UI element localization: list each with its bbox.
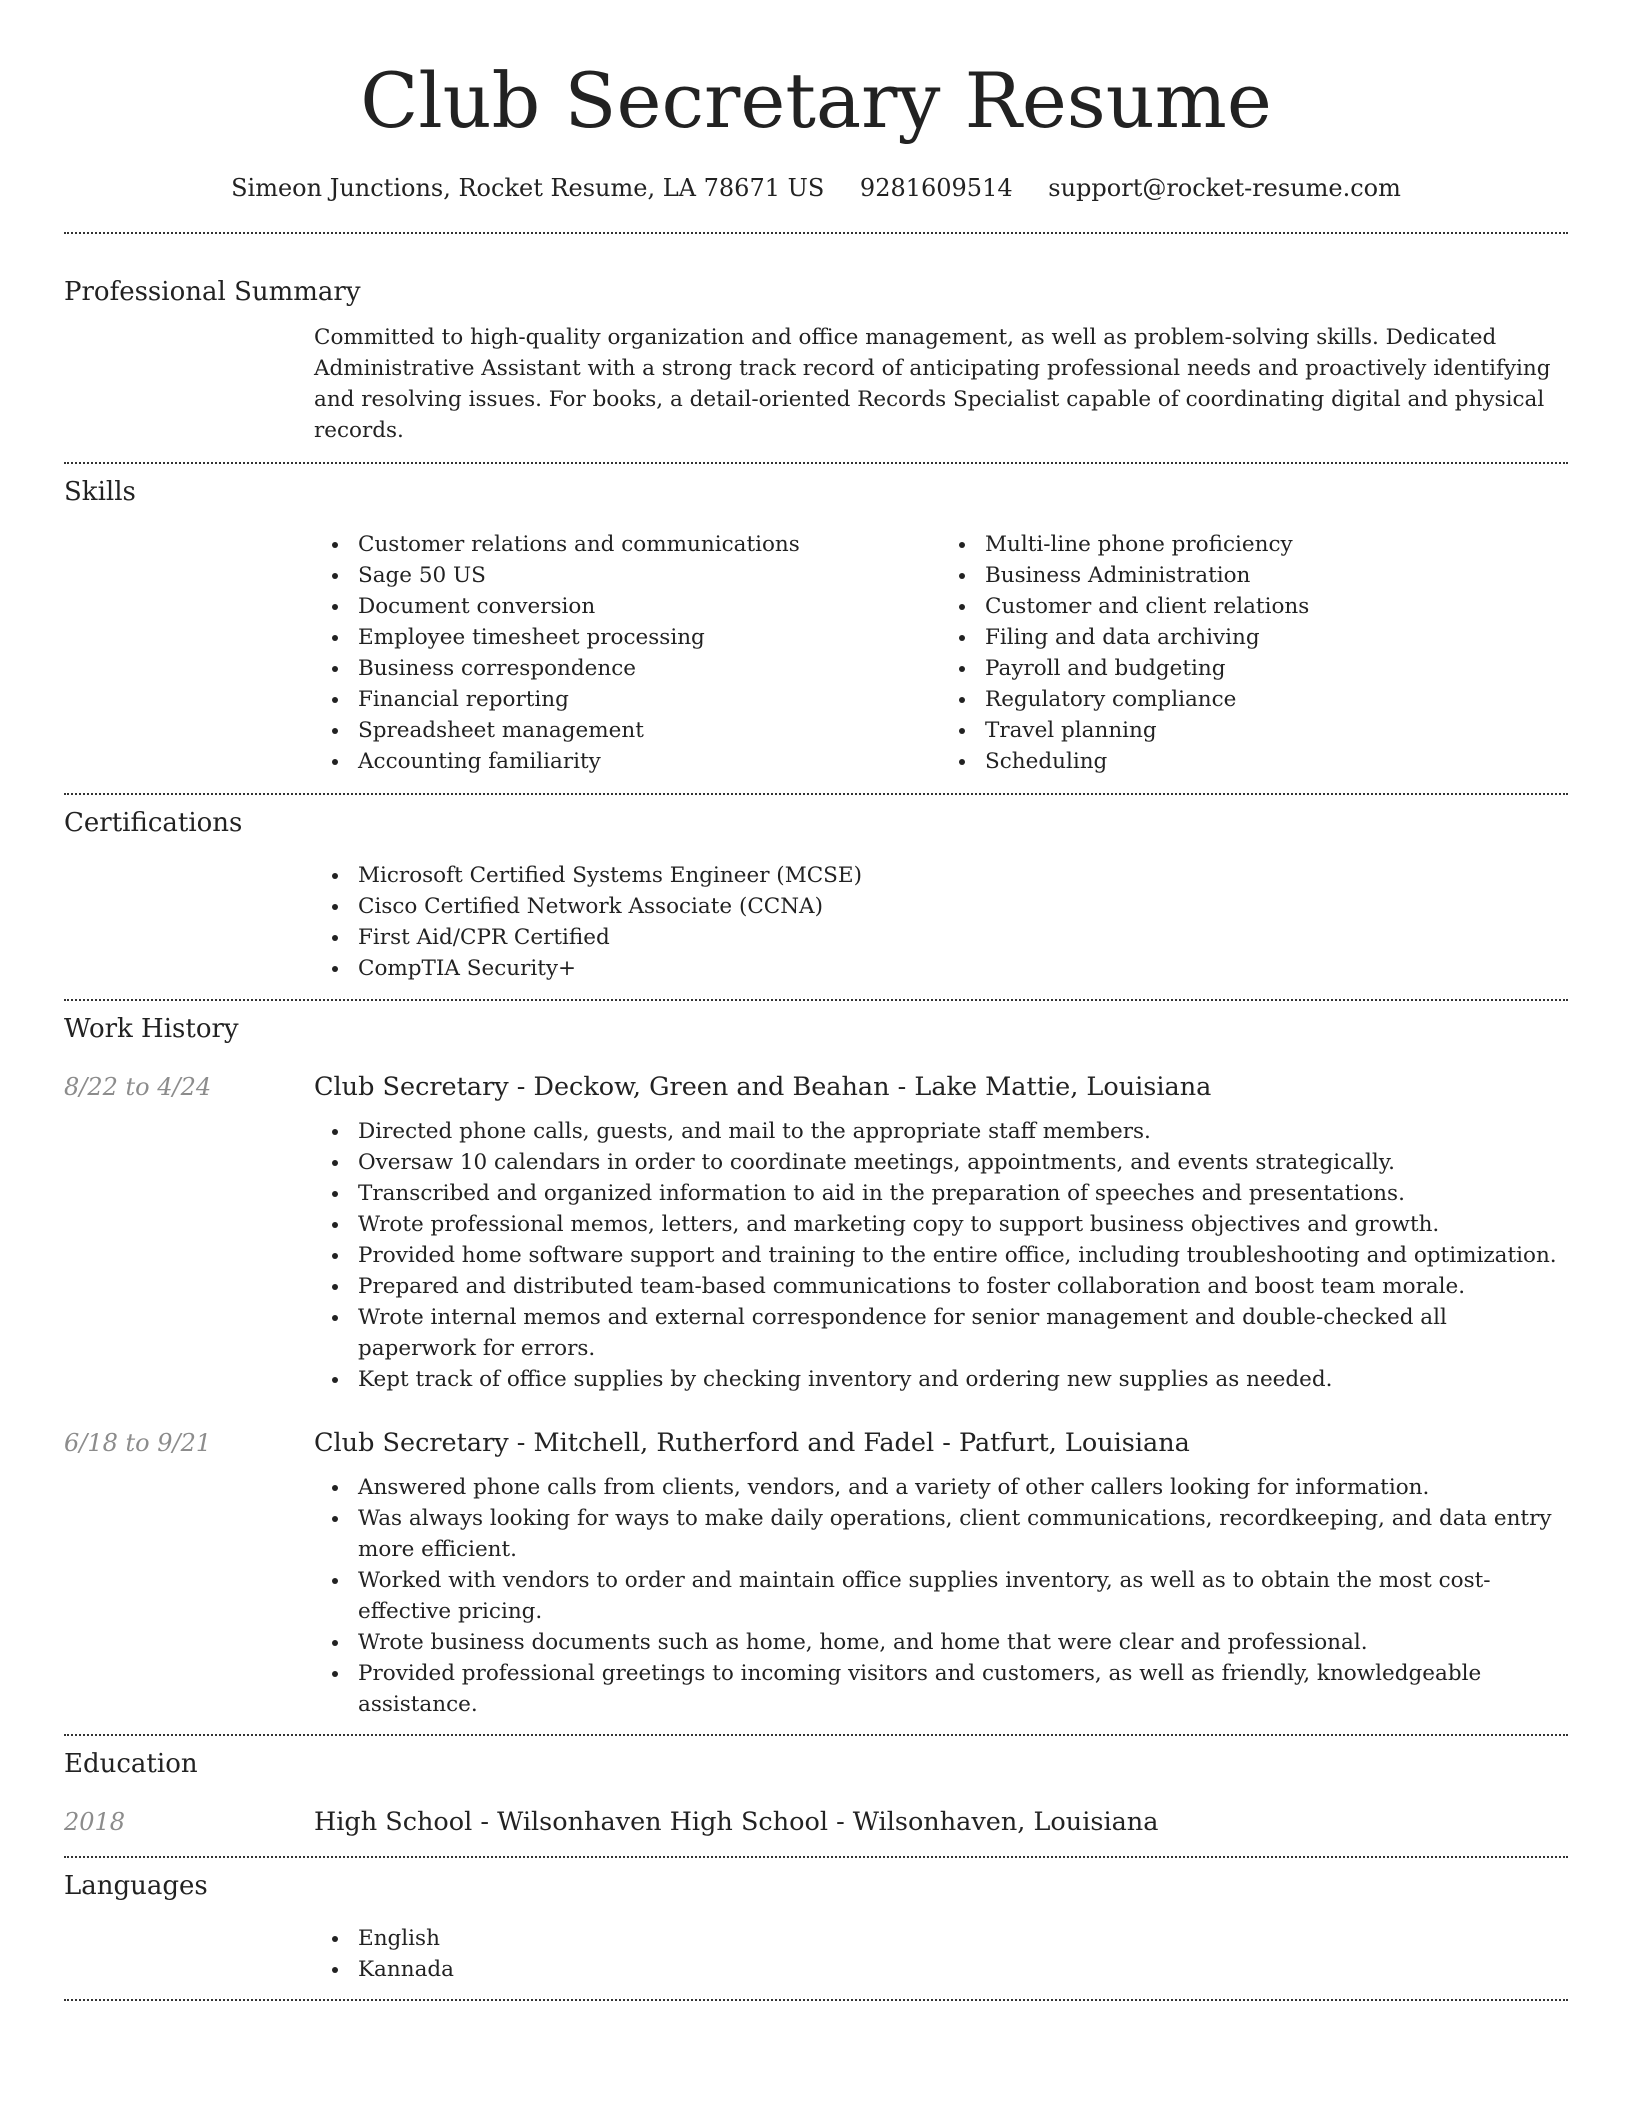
job-bullets xyxy=(314,1472,1568,1720)
job-bullet: Provided home software support and training to the entire office, including troubleshooting and optimization. xyxy=(358,1240,1568,1271)
job-bullet: Wrote professional memos, letters, and marketing copy to support business objectives and growth. xyxy=(358,1209,1568,1240)
certifications-content xyxy=(314,860,1568,984)
skills-columns xyxy=(314,529,1568,777)
certification-item: Microsoft Certified Systems Engineer (MCSE) xyxy=(358,860,1568,891)
job-bullet: Directed phone calls, guests, and mail to the appropriate staff members. xyxy=(358,1116,1568,1147)
education-entry xyxy=(64,1804,1568,1840)
skill-item: Travel planning xyxy=(985,715,1568,746)
skills-list-left xyxy=(314,529,941,777)
summary-section xyxy=(64,234,1568,462)
skill-item: Regulatory compliance xyxy=(985,684,1568,715)
section-title-languages: Languages xyxy=(64,1871,208,1901)
job-bullet: Wrote internal memos and external correspondence for senior management and double-checked all paperwork for errors. xyxy=(358,1302,1568,1364)
contact-line xyxy=(64,170,1568,206)
skill-item: Scheduling xyxy=(985,746,1568,777)
skill-item: Accounting familiarity xyxy=(358,746,941,777)
education-year: 2018 xyxy=(64,1808,126,1836)
job-header xyxy=(64,1425,1568,1461)
skill-item: Spreadsheet management xyxy=(358,715,941,746)
job-bullet-list xyxy=(314,1472,1568,1720)
work-section xyxy=(64,1001,1568,1734)
job-bullet: Kept track of office supplies by checking inventory and ordering new supplies as needed. xyxy=(358,1364,1568,1395)
job-title: Club Secretary - Deckow, Green and Beahan - Lake Mattie, Louisiana xyxy=(314,1072,1212,1102)
contact-phone: 9281609514 xyxy=(859,174,1013,202)
skill-item: Business Administration xyxy=(985,560,1568,591)
education-section xyxy=(64,1736,1568,1856)
certification-item: Cisco Certified Network Associate (CCNA) xyxy=(358,891,1568,922)
skill-item: Customer relations and communications xyxy=(358,529,941,560)
certifications-list xyxy=(314,860,1568,984)
section-title-summary: Professional Summary xyxy=(64,277,361,307)
certification-item: First Aid/CPR Certified xyxy=(358,922,1568,953)
summary-content xyxy=(314,322,1568,446)
resume-page xyxy=(64,0,1568,2001)
skills-section xyxy=(64,464,1568,793)
job-bullet: Provided professional greetings to incoming visitors and customers, as well as friendly, knowledgeable assistance. xyxy=(358,1658,1568,1720)
job-bullet-list xyxy=(314,1116,1568,1395)
contact-address: Simeon Junctions, Rocket Resume, LA 78671 US xyxy=(231,174,825,202)
job-bullet: Was always looking for ways to make daily operations, client communications, recordkeeping, and data entry more efficient. xyxy=(358,1503,1568,1565)
section-title-certifications: Certifications xyxy=(64,808,243,838)
skill-item: Customer and client relations xyxy=(985,591,1568,622)
job-bullet: Transcribed and organized information to aid in the preparation of speeches and presentations. xyxy=(358,1178,1568,1209)
language-item: Kannada xyxy=(358,1954,1568,1985)
divider xyxy=(64,1999,1568,2001)
skill-item: Sage 50 US xyxy=(358,560,941,591)
certification-item: CompTIA Security+ xyxy=(358,953,1568,984)
skill-item: Employee timesheet processing xyxy=(358,622,941,653)
job-bullet: Wrote business documents such as home, home, and home that were clear and professional. xyxy=(358,1627,1568,1658)
certifications-section xyxy=(64,795,1568,999)
job-entry xyxy=(64,1425,1568,1720)
job-title: Club Secretary - Mitchell, Rutherford and Fadel - Patfurt, Louisiana xyxy=(314,1428,1190,1458)
contact-email: support@rocket-resume.com xyxy=(1048,174,1401,202)
resume-title: Club Secretary Resume xyxy=(360,56,1272,145)
skill-item: Filing and data archiving xyxy=(985,622,1568,653)
job-bullet: Answered phone calls from clients, vendors, and a variety of other callers looking for information. xyxy=(358,1472,1568,1503)
languages-content xyxy=(314,1923,1568,1985)
skills-list-right xyxy=(941,529,1568,777)
skill-item: Payroll and budgeting xyxy=(985,653,1568,684)
job-bullet: Prepared and distributed team-based communications to foster collaboration and boost team morale. xyxy=(358,1271,1568,1302)
job-dates: 8/22 to 4/24 xyxy=(64,1073,212,1101)
job-bullet: Worked with vendors to order and maintain office supplies inventory, as well as to obtain the most cost-effective pricing. xyxy=(358,1565,1568,1627)
language-item: English xyxy=(358,1923,1568,1954)
job-entry xyxy=(64,1069,1568,1395)
job-bullet: Oversaw 10 calendars in order to coordinate meetings, appointments, and events strategically. xyxy=(358,1147,1568,1178)
summary-text: Committed to high-quality organization and office management, as well as problem-solving skills. Dedicated Administrative Assistant with a strong track record of anticipating professional needs and proactively identifying and resolving issues. For books, a detail-oriented Records Specialist capable of coordinating digital and physical records. xyxy=(314,325,1551,443)
section-title-skills: Skills xyxy=(64,477,136,507)
skill-item: Financial reporting xyxy=(358,684,941,715)
skill-item: Multi-line phone proficiency xyxy=(985,529,1568,560)
skill-item: Document conversion xyxy=(358,591,941,622)
skill-item: Business correspondence xyxy=(358,653,941,684)
languages-section xyxy=(64,1858,1568,1999)
section-title-work: Work History xyxy=(64,1014,239,1044)
job-header xyxy=(64,1069,1568,1105)
job-dates: 6/18 to 9/21 xyxy=(64,1429,212,1457)
section-title-education: Education xyxy=(64,1749,198,1779)
education-title: High School - Wilsonhaven High School - Wilsonhaven, Louisiana xyxy=(314,1807,1159,1837)
job-bullets xyxy=(314,1116,1568,1395)
languages-list xyxy=(314,1923,1568,1985)
